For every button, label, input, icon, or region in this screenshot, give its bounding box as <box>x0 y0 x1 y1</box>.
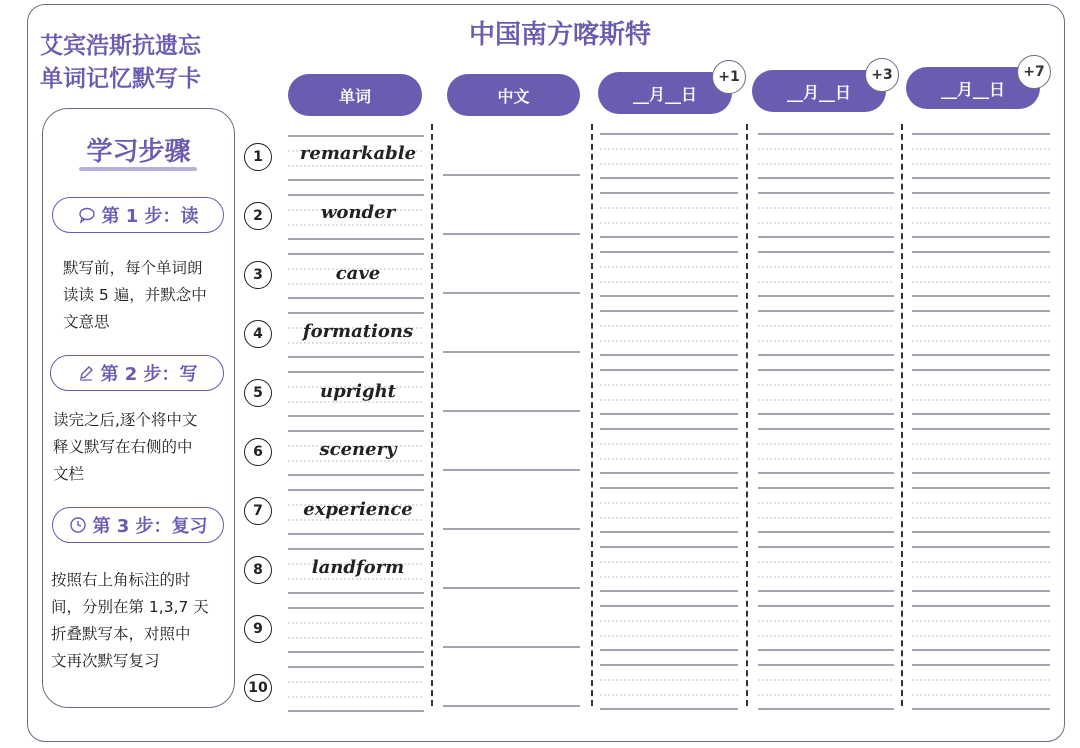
step-3-label: 第 3 步：复习 <box>92 516 208 537</box>
review-badge-day-7: +7 <box>1017 55 1051 89</box>
step-2-text-line: 读完之后,逐个将中文 <box>53 411 198 429</box>
word-cell: cave <box>335 263 381 284</box>
step-1-text-line: 读读 5 遍，并默念中 <box>63 286 207 304</box>
row-number: 9 <box>244 615 272 643</box>
row-number: 6 <box>244 438 272 466</box>
step-2-text-line: 释义默写在右侧的中 <box>53 438 193 456</box>
steps-title: 学习步骤 <box>86 137 191 167</box>
word-cell: remarkable <box>299 143 417 164</box>
row-number: 4 <box>244 320 272 348</box>
column-header-day-7: __月__日 <box>906 67 1040 109</box>
row-number: 7 <box>244 497 272 525</box>
page-title: 中国南方喀斯特 <box>468 20 651 50</box>
word-cell: formations <box>302 321 414 342</box>
word-cell: scenery <box>319 439 397 460</box>
review-badge-day-1: +1 <box>712 60 746 94</box>
step-1-text-line: 默写前，每个单词朗 <box>63 259 203 277</box>
step-3-text-line: 折叠默写本，对照中 <box>51 625 191 643</box>
card-title-line-1: 艾宾浩斯抗遗忘 <box>40 33 201 59</box>
review-badge-day-3: +3 <box>865 58 899 92</box>
step-1-label: 第 1 步：读 <box>101 206 199 227</box>
word-cell: wonder <box>320 202 396 223</box>
card-title-line-2: 单词记忆默写卡 <box>40 66 201 92</box>
row-number: 10 <box>244 674 272 702</box>
column-header-day-1: __月__日 <box>598 72 732 114</box>
row-number: 2 <box>244 202 272 230</box>
column-header-chinese: 中文 <box>447 74 580 116</box>
column-header-day-3: __月__日 <box>752 70 886 112</box>
step-2-label: 第 2 步：写 <box>100 364 198 385</box>
step-3-text-line: 文再次默写复习 <box>51 652 160 670</box>
word-cell: upright <box>320 381 396 402</box>
row-number: 5 <box>244 379 272 407</box>
row-number: 8 <box>244 556 272 584</box>
row-number: 3 <box>244 261 272 289</box>
word-cell: landform <box>311 557 405 578</box>
row-number: 1 <box>244 143 272 171</box>
column-header-word: 单词 <box>288 74 422 116</box>
word-cell: experience <box>303 499 413 520</box>
step-1-text-line: 文意思 <box>63 313 110 331</box>
step-3-text-line: 按照右上角标注的时 <box>51 571 191 589</box>
step-3-text-line: 间，分别在第 1,3,7 天 <box>51 598 209 616</box>
step-2-text-line: 文栏 <box>53 465 85 483</box>
